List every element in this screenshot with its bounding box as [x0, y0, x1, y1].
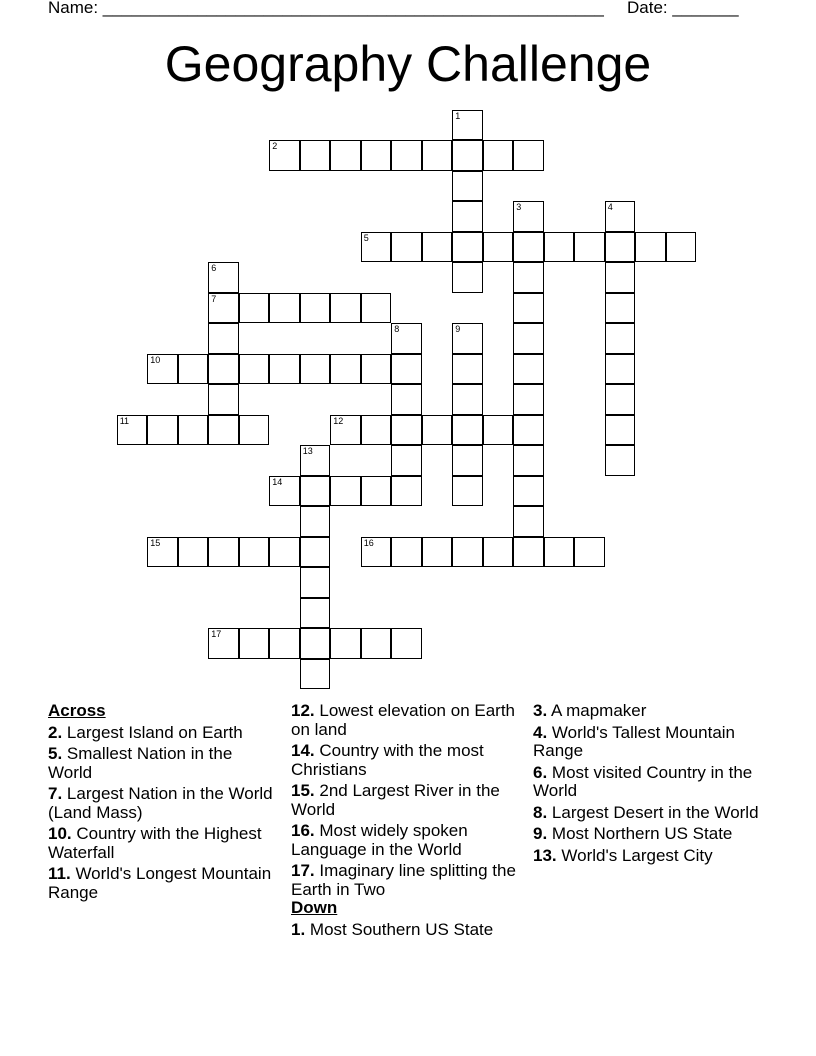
clue-down-9: 9. Most Northern US State — [533, 824, 733, 843]
grid-cell[interactable] — [544, 537, 575, 568]
grid-cell[interactable] — [422, 232, 453, 263]
grid-cell[interactable] — [300, 140, 331, 171]
grid-cell[interactable] — [147, 537, 178, 568]
date-field[interactable]: Date: _______ — [627, 0, 739, 17]
clue-across-12: 12. Lowest elevation on Earth on land — [291, 701, 515, 739]
clue-number: 10 — [150, 354, 161, 365]
grid-cell[interactable] — [361, 140, 392, 171]
grid-cell[interactable] — [391, 384, 422, 415]
grid-cell[interactable] — [208, 415, 239, 446]
grid-cell[interactable] — [269, 628, 300, 659]
grid-cell[interactable] — [239, 415, 270, 446]
grid-cell[interactable] — [300, 659, 331, 690]
grid-cell[interactable] — [239, 354, 270, 385]
clue-number: 14 — [272, 476, 283, 487]
across-heading: Across — [48, 701, 106, 720]
clue-number: 9 — [455, 324, 461, 335]
grid-cell[interactable] — [300, 476, 331, 507]
clue-number: 12 — [333, 415, 344, 426]
grid-cell[interactable] — [330, 293, 361, 324]
clue-column-3 — [533, 702, 763, 868]
clue-number: 17 — [211, 629, 222, 640]
clue-number: 1 — [455, 110, 461, 121]
grid-cell[interactable] — [513, 415, 544, 446]
grid-cell[interactable] — [483, 140, 514, 171]
grid-cell[interactable] — [300, 628, 331, 659]
grid-cell[interactable] — [605, 201, 636, 232]
grid-cell[interactable] — [513, 232, 544, 263]
grid-cell[interactable] — [452, 354, 483, 385]
grid-cell[interactable] — [605, 262, 636, 293]
grid-cell[interactable] — [361, 293, 392, 324]
clue-number: 16 — [363, 537, 374, 548]
clue-down-1: 1. Most Southern US State — [291, 919, 494, 939]
grid-cell[interactable] — [330, 140, 361, 171]
clue-number: 6 — [211, 263, 217, 274]
clue-column-2 — [291, 702, 521, 942]
grid-cell[interactable] — [361, 537, 392, 568]
clue-number: 4 — [607, 202, 613, 213]
grid-cell[interactable] — [178, 537, 209, 568]
grid-cell[interactable] — [239, 628, 270, 659]
clue-across-15: 15. 2nd Largest River in the World — [291, 781, 500, 819]
clue-number: 2 — [272, 141, 278, 152]
grid-cell[interactable] — [300, 537, 331, 568]
grid-cell[interactable] — [147, 354, 178, 385]
grid-cell[interactable] — [269, 354, 300, 385]
clue-number: 15 — [150, 537, 161, 548]
grid-cell[interactable] — [391, 628, 422, 659]
grid-cell[interactable] — [330, 628, 361, 659]
grid-cell[interactable] — [269, 476, 300, 507]
clue-column-1 — [48, 702, 278, 905]
grid-cell[interactable] — [513, 293, 544, 324]
page-title: Geography Challenge — [164, 36, 652, 92]
grid-cell[interactable] — [513, 140, 544, 171]
grid-cell[interactable] — [605, 384, 636, 415]
grid-cell[interactable] — [361, 476, 392, 507]
grid-cell[interactable] — [452, 110, 483, 141]
grid-cell[interactable] — [330, 415, 361, 446]
clue-down-4: 4. World's Tallest Mountain Range — [533, 722, 736, 760]
grid-cell[interactable] — [300, 567, 331, 598]
grid-cell[interactable] — [300, 506, 331, 537]
grid-cell[interactable] — [208, 537, 239, 568]
grid-cell[interactable] — [208, 262, 239, 293]
grid-cell[interactable] — [300, 354, 331, 385]
grid-cell[interactable] — [605, 323, 636, 354]
grid-cell[interactable] — [574, 537, 605, 568]
grid-cell[interactable] — [422, 415, 453, 446]
name-field[interactable]: Name: _____________________________________________________ — [48, 0, 604, 17]
grid-cell[interactable] — [422, 140, 453, 171]
grid-cell[interactable] — [452, 476, 483, 507]
grid-cell[interactable] — [544, 232, 575, 263]
grid-cell[interactable] — [513, 384, 544, 415]
down-heading: Down — [291, 898, 338, 917]
grid-cell[interactable] — [452, 415, 483, 446]
grid-cell[interactable] — [269, 537, 300, 568]
grid-cell[interactable] — [452, 140, 483, 171]
grid-cell[interactable] — [208, 354, 239, 385]
grid-cell[interactable] — [483, 537, 514, 568]
grid-cell[interactable] — [391, 323, 422, 354]
grid-cell[interactable] — [452, 171, 483, 202]
grid-cell[interactable] — [361, 628, 392, 659]
grid-cell[interactable] — [361, 232, 392, 263]
clue-number: 13 — [302, 446, 313, 457]
grid-cell[interactable] — [574, 232, 605, 263]
clue-across-11: 11. World's Longest Mountain Range — [48, 864, 272, 902]
grid-cell[interactable] — [513, 506, 544, 537]
grid-cell[interactable] — [178, 354, 209, 385]
grid-cell[interactable] — [239, 293, 270, 324]
grid-cell[interactable] — [483, 232, 514, 263]
grid-cell[interactable] — [605, 445, 636, 476]
grid-cell[interactable] — [483, 415, 514, 446]
grid-cell[interactable] — [513, 476, 544, 507]
clue-across-5: 5. Smallest Nation in the World — [48, 744, 233, 782]
clue-across-10: 10. Country with the Highest Waterfall — [48, 824, 262, 862]
grid-cell[interactable] — [452, 232, 483, 263]
grid-cell[interactable] — [391, 354, 422, 385]
grid-cell[interactable] — [605, 232, 636, 263]
grid-cell[interactable] — [208, 293, 239, 324]
grid-cell[interactable] — [452, 262, 483, 293]
grid-cell[interactable] — [635, 232, 666, 263]
grid-cell[interactable] — [391, 415, 422, 446]
grid-cell[interactable] — [300, 445, 331, 476]
clue-number: 11 — [119, 415, 130, 426]
grid-cell[interactable] — [452, 384, 483, 415]
grid-cell[interactable] — [513, 323, 544, 354]
grid-cell[interactable] — [605, 415, 636, 446]
clue-across-14: 14. Country with the most Christians — [291, 741, 484, 779]
grid-cell[interactable] — [605, 293, 636, 324]
grid-cell[interactable] — [300, 293, 331, 324]
grid-cell[interactable] — [208, 384, 239, 415]
grid-cell[interactable] — [452, 323, 483, 354]
clue-down-13: 13. World's Largest City — [533, 845, 713, 865]
grid-cell[interactable] — [605, 354, 636, 385]
grid-cell[interactable] — [513, 262, 544, 293]
grid-cell[interactable] — [330, 354, 361, 385]
grid-cell[interactable] — [391, 445, 422, 476]
clue-across-7: 7. Largest Nation in the World (Land Mass) — [48, 784, 273, 822]
clue-number: 7 — [211, 293, 217, 304]
grid-cell[interactable] — [666, 232, 697, 263]
clue-down-8: 8. Largest Desert in the World — [533, 802, 759, 822]
clue-down-6: 6. Most visited Country in the World — [533, 762, 753, 800]
grid-cell[interactable] — [391, 476, 422, 507]
grid-cell[interactable] — [269, 293, 300, 324]
grid-cell[interactable] — [391, 537, 422, 568]
clue-across-17: 17. Imaginary line splitting the Earth in Two — [291, 861, 516, 899]
grid-cell[interactable] — [513, 354, 544, 385]
grid-cell[interactable] — [391, 232, 422, 263]
clue-down-3: 3. A mapmaker — [533, 701, 647, 720]
grid-cell[interactable] — [178, 415, 209, 446]
grid-cell[interactable] — [513, 201, 544, 232]
clue-number: 5 — [363, 232, 369, 243]
grid-cell[interactable] — [422, 537, 453, 568]
grid-cell[interactable] — [513, 537, 544, 568]
grid-cell[interactable] — [269, 140, 300, 171]
grid-cell[interactable] — [361, 354, 392, 385]
grid-cell[interactable] — [391, 140, 422, 171]
grid-cell[interactable] — [513, 445, 544, 476]
grid-cell[interactable] — [208, 628, 239, 659]
clue-across-16: 16. Most widely spoken Language in the World — [291, 821, 468, 859]
clue-number: 3 — [516, 202, 522, 213]
clue-number: 8 — [394, 324, 400, 335]
grid-cell[interactable] — [452, 537, 483, 568]
grid-cell[interactable] — [239, 537, 270, 568]
grid-cell[interactable] — [361, 415, 392, 446]
grid-cell[interactable] — [117, 415, 148, 446]
grid-cell[interactable] — [330, 476, 361, 507]
grid-cell[interactable] — [147, 415, 178, 446]
grid-cell[interactable] — [300, 598, 331, 629]
grid-cell[interactable] — [208, 323, 239, 354]
grid-cell[interactable] — [452, 201, 483, 232]
grid-cell[interactable] — [452, 445, 483, 476]
clue-across-2: 2. Largest Island on Earth — [48, 722, 243, 742]
